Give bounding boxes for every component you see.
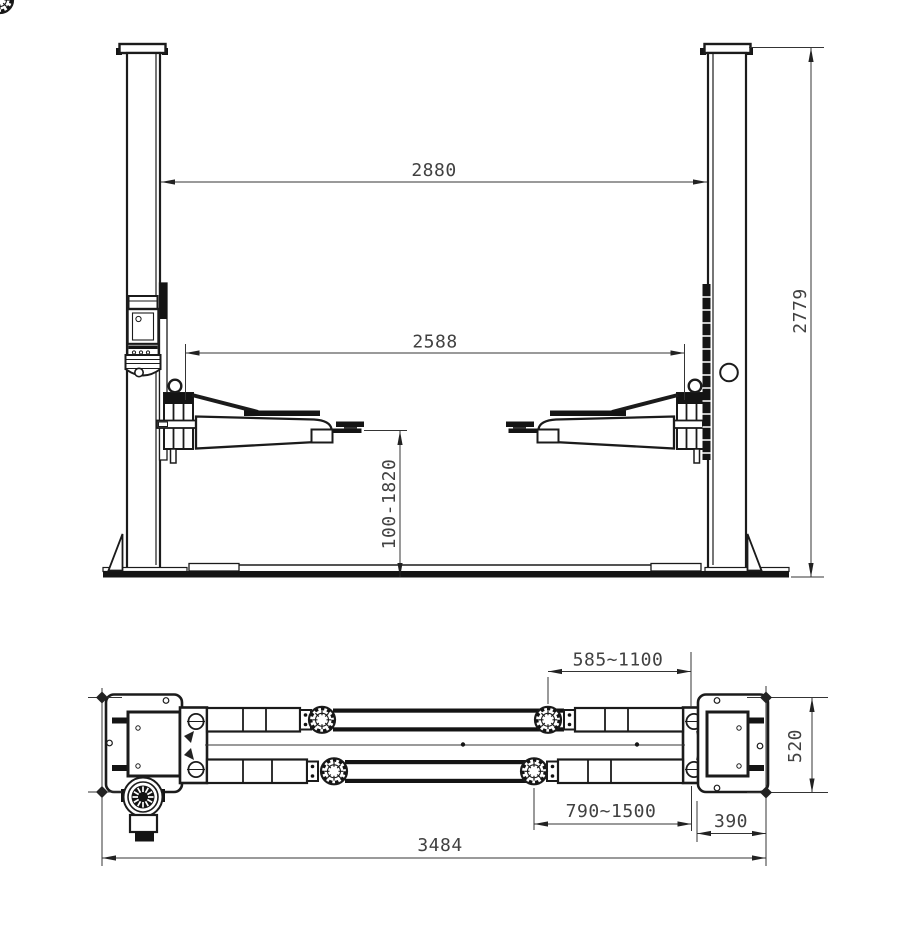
lift-pad <box>521 758 547 784</box>
lift-pad <box>535 707 561 733</box>
right-post <box>700 44 753 571</box>
base-floor <box>103 534 789 578</box>
dim-post-clearance: 2880 <box>411 160 457 181</box>
left-arm-assembly <box>157 380 364 463</box>
dim-overall-height: 2779 <box>790 288 811 334</box>
arm-lock-ring <box>169 380 182 393</box>
dim-short-arm-reach: 585~1100 <box>572 649 664 671</box>
front-view <box>103 44 824 578</box>
right-arm-assembly <box>506 380 713 463</box>
lift-pad <box>309 707 335 733</box>
dim-long-arm-reach: 790~1500 <box>565 801 657 822</box>
dim-lift-range: 100-1820 <box>379 458 400 550</box>
right-gusset <box>748 534 762 571</box>
arm-pad <box>336 422 364 428</box>
dim-carriage-clearance: 2588 <box>412 331 458 353</box>
left-gusset <box>109 534 123 571</box>
lift-pad <box>321 758 347 784</box>
right-base-plate <box>698 695 768 793</box>
dim-base-depth: 520 <box>785 728 806 764</box>
right-post-section <box>707 712 748 776</box>
dim-base-width: 390 <box>713 811 749 832</box>
floor-plate <box>103 571 789 578</box>
dim-overall-length: 3484 <box>417 835 463 856</box>
plan-front-arms <box>207 707 683 733</box>
post-hole <box>720 364 738 382</box>
right-post-rack-strip <box>703 284 711 460</box>
plan-center-line <box>205 742 685 746</box>
plan-rear-arms <box>207 758 683 784</box>
left-carriage-plate <box>180 708 207 784</box>
power-unit <box>126 296 161 377</box>
arm-brace <box>192 395 258 412</box>
motor-plan <box>121 778 165 842</box>
